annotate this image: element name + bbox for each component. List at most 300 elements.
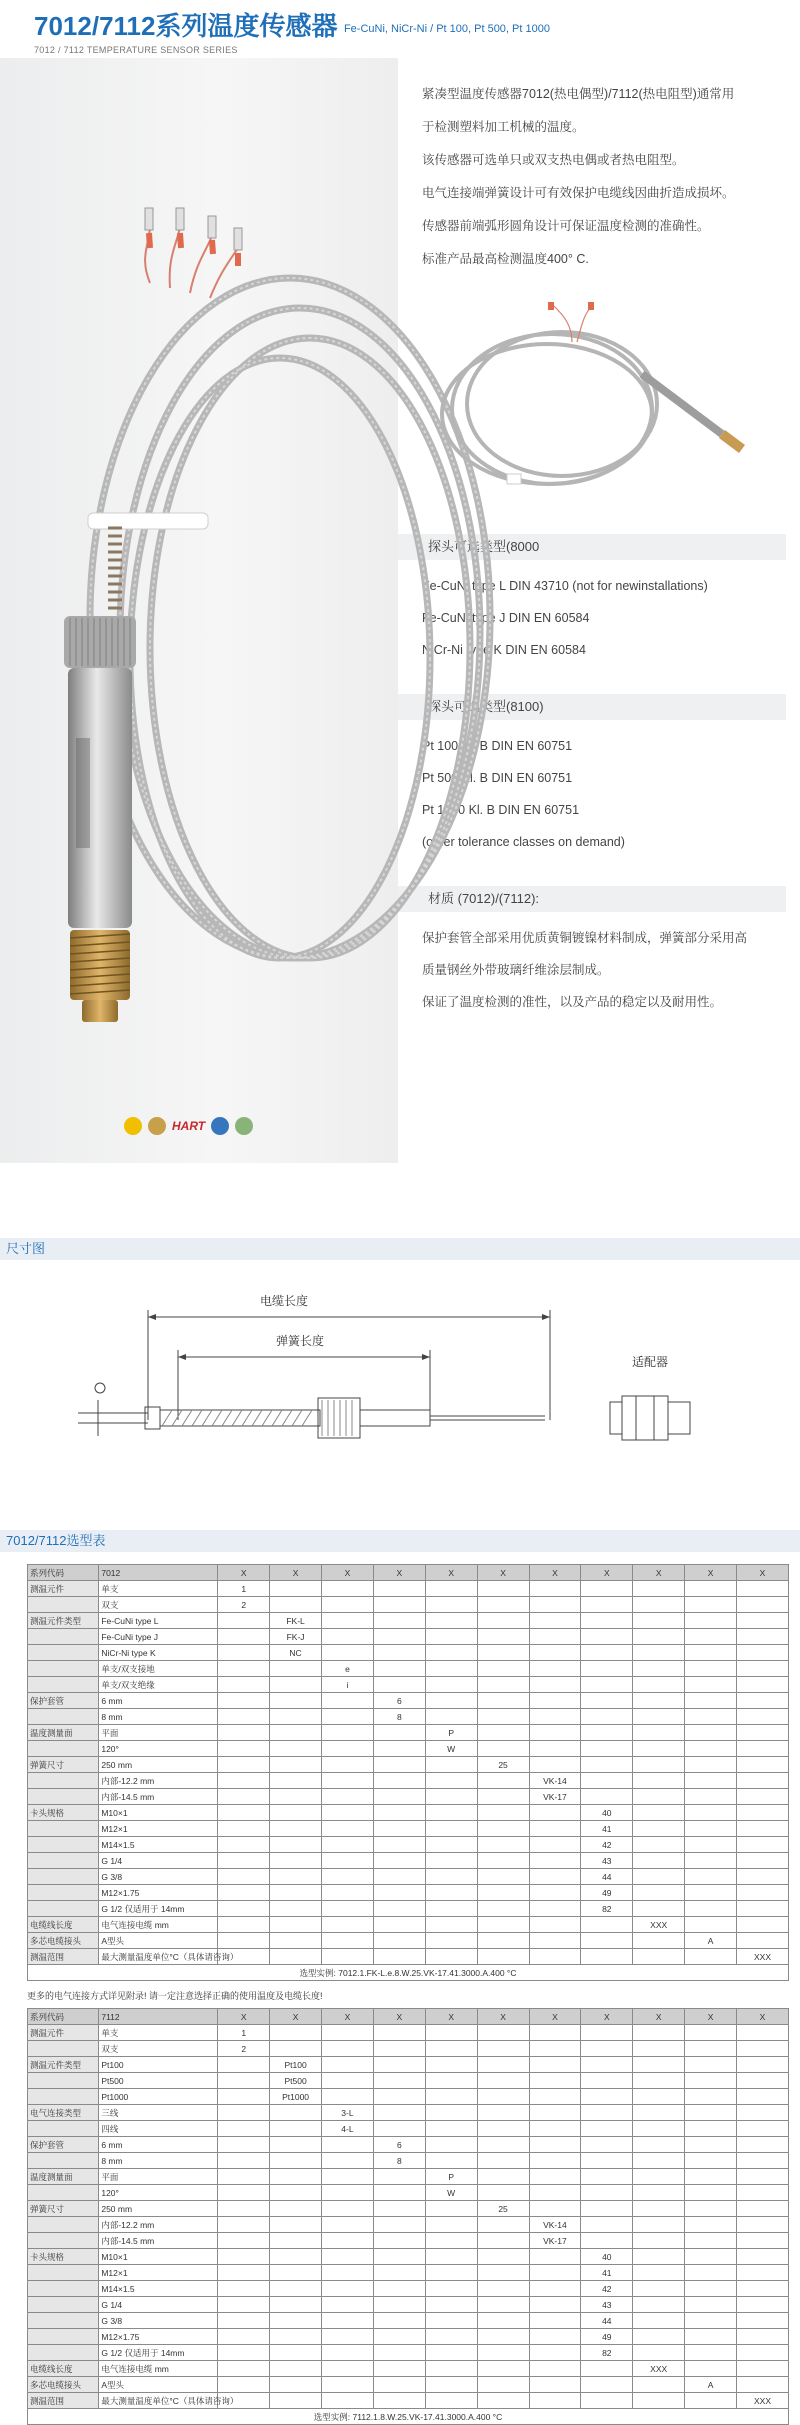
table-header-cell: X [581,2009,633,2025]
table-cell [425,2073,477,2089]
table-cell: G 1/2 仅适用于 14mm [99,1901,218,1917]
example-row [28,2409,789,2425]
table-cell [581,1629,633,1645]
table-cell [737,1805,789,1821]
table-cell: A [685,2377,737,2393]
table-cell [28,1901,99,1917]
table-cell [529,2281,581,2297]
table-cell: 120° [99,2185,218,2201]
table-cell [322,2393,374,2409]
table-header-cell: X [633,1565,685,1581]
table-cell [633,2089,685,2105]
table-cell [685,2249,737,2265]
table-cell [270,1677,322,1693]
table-cell [685,1661,737,1677]
table-cell [529,2393,581,2409]
table-cell [737,1853,789,1869]
table-row [28,1725,789,1741]
table-header-cell: X [529,2009,581,2025]
selection-table-7112 [27,2008,789,2425]
table-cell [529,1709,581,1725]
table-cell [737,2073,789,2089]
table-cell [373,2105,425,2121]
table-cell: 温度测量面 [28,1725,99,1741]
table-cell [685,2297,737,2313]
table-cell [425,2377,477,2393]
table-cell [373,1581,425,1597]
table-cell [633,1597,685,1613]
table-cell [581,1597,633,1613]
table-cell [425,1613,477,1629]
table-cell: 内部-14.5 mm [99,2233,218,2249]
selection-example: 选型实例: 7012.1.FK-L.e.8.W.25.VK-17.41.3000.A.400 °C [28,1965,789,1981]
table-cell [322,1869,374,1885]
table-cell [425,2393,477,2409]
table-cell [685,1629,737,1645]
table-cell [737,2121,789,2137]
table-cell [373,2073,425,2089]
table-cell: 40 [581,1805,633,1821]
table-cell [425,1757,477,1773]
table-header-cell: X [581,1565,633,1581]
cable-length-label: 电缆长度 [260,1294,309,1308]
table-cell [322,1709,374,1725]
material-list [422,922,786,1018]
table-cell [685,1741,737,1757]
table-cell [218,2201,270,2217]
table-cell [477,2073,529,2089]
table-cell [322,2313,374,2329]
table-cell [28,1709,99,1725]
example-row [28,1965,789,1981]
table-cell [270,1853,322,1869]
table-cell [373,1613,425,1629]
table-cell [322,1645,374,1661]
table-cell [529,2345,581,2361]
probe8000-item: NiCr-Ni type K DIN EN 60584 [422,643,586,657]
material-item: 保证了温度检测的准性，以及产品的稳定以及耐用性。 [422,995,723,1009]
table-cell [28,2089,99,2105]
table-cell [581,1949,633,1965]
table-row [28,1805,789,1821]
table-cell [737,2297,789,2313]
table-cell [685,1885,737,1901]
table-cell [218,1853,270,1869]
table-cell [270,1821,322,1837]
table-cell [581,2393,633,2409]
table-cell [477,1789,529,1805]
table-cell: 82 [581,2345,633,2361]
table-cell [737,2057,789,2073]
table-cell [581,2361,633,2377]
table-cell [425,1645,477,1661]
table-cell [633,1725,685,1741]
table-cell: A型头 [99,2377,218,2393]
table-row [28,2025,789,2041]
table-cell: 8 mm [99,2153,218,2169]
table-cell [322,2137,374,2153]
table-cell [737,2313,789,2329]
table-cell [218,1789,270,1805]
table-cell [373,1949,425,1965]
table-cell [633,2201,685,2217]
table-header-cell: 7112 [99,2009,218,2025]
table-cell [581,1933,633,1949]
table-cell [477,2041,529,2057]
table-row [28,1789,789,1805]
table-cell [322,1853,374,1869]
table-cell [477,1773,529,1789]
table-cell [28,2329,99,2345]
page-english-title: 7012 / 7112 TEMPERATURE SENSOR SERIES [34,45,238,55]
table-cell [529,1821,581,1837]
table-cell: 测温元件 [28,2025,99,2041]
table-row [28,2297,789,2313]
table-cell [425,1901,477,1917]
table-cell [633,2233,685,2249]
table-cell [218,1693,270,1709]
table-cell [477,1645,529,1661]
table-cell: 8 [373,1709,425,1725]
table-cell [529,1901,581,1917]
table-cell [477,2313,529,2329]
table-cell [529,2089,581,2105]
table-cell [322,2217,374,2233]
table-cell [633,2121,685,2137]
table-cell [373,2297,425,2313]
table-cell: 内部-12.2 mm [99,2217,218,2233]
table-cell: 42 [581,1837,633,1853]
table-cell [477,1693,529,1709]
table-cell: 测温元件类型 [28,1613,99,1629]
table-cell [477,1613,529,1629]
table-cell [322,1837,374,1853]
table-cell [28,2073,99,2089]
table-cell [218,2073,270,2089]
table-cell [322,2233,374,2249]
table-cell [218,2105,270,2121]
table-cell [633,1645,685,1661]
table-cell [633,1709,685,1725]
table-cell: VK-17 [529,2233,581,2249]
table-cell [633,1933,685,1949]
table-cell [633,1661,685,1677]
table-cell: A型头 [99,1933,218,1949]
material-item: 保护套管全部采用优质黄铜镀镍材料制成，弹簧部分采用高 [422,931,748,945]
table-cell [270,1773,322,1789]
table-cell [373,1821,425,1837]
table-cell [322,2297,374,2313]
table-row [28,2153,789,2169]
probe8000-heading: 探头可选类型(8000 [398,534,786,560]
table-cell [633,1773,685,1789]
table-cell [425,1629,477,1645]
table-cell [270,2249,322,2265]
table-cell [581,2121,633,2137]
table-cell [218,2361,270,2377]
table-cell [373,1741,425,1757]
table-cell: 2 [218,1597,270,1613]
intro-line: 标准产品最高检测温度400° C. [422,252,589,266]
table-cell [737,2329,789,2345]
table-cell [322,2025,374,2041]
table-cell [322,1901,374,1917]
table-cell [373,1853,425,1869]
table-cell: 单支/双支接地 [99,1661,218,1677]
table-cell: e [322,1661,374,1677]
table-cell: W [425,2185,477,2201]
table-cell: 25 [477,1757,529,1773]
table-cell [270,2345,322,2361]
table-cell [633,1613,685,1629]
table-cell [633,1629,685,1645]
table-cell: 8 mm [99,1709,218,1725]
table-cell [633,1805,685,1821]
table-row [28,1693,789,1709]
table-header-cell: X [322,1565,374,1581]
table-cell [737,2281,789,2297]
table-cell: M14×1.5 [99,1837,218,1853]
table-cell [322,2169,374,2185]
table-cell [737,1709,789,1725]
table-cell [529,2201,581,2217]
table-cell [322,1885,374,1901]
table-cell [581,1917,633,1933]
table-cell [685,1821,737,1837]
table-cell [529,2329,581,2345]
table-cell [373,1629,425,1645]
table-cell [477,2089,529,2105]
table-cell [270,1709,322,1725]
table-cell [425,1677,477,1693]
table-cell [633,2281,685,2297]
table-cell: M12×1.75 [99,1885,218,1901]
table-cell [373,2217,425,2233]
table-cell [685,1773,737,1789]
table-cell [477,1805,529,1821]
table-cell: 四线 [99,2121,218,2137]
table-cell [425,1949,477,1965]
table-cell [270,2265,322,2281]
table-cell [633,1581,685,1597]
table-cell: 温度测量面 [28,2169,99,2185]
table-cell [737,1837,789,1853]
table-cell [425,1805,477,1821]
table-cell: M12×1 [99,2265,218,2281]
table-cell [685,1677,737,1693]
table-header-cell: 系列代码 [28,1565,99,1581]
table-cell: G 3/8 [99,2313,218,2329]
table-cell [322,1757,374,1773]
table-cell: 测温元件类型 [28,2057,99,2073]
table-cell [477,2217,529,2233]
table-cell [529,2169,581,2185]
table-cell [685,2345,737,2361]
table-cell [633,1837,685,1853]
table-cell [425,1933,477,1949]
probe8100-heading: 探头可选类型(8100) [398,694,786,720]
table-cell [477,2281,529,2297]
table-header-cell: X [218,1565,270,1581]
table-cell [633,1885,685,1901]
table-cell [322,2329,374,2345]
table-cell: VK-14 [529,2217,581,2233]
table-cell [685,1613,737,1629]
table-cell: 最大测量温度单位°C（具体请咨询） [99,2393,218,2409]
table-cell [581,2105,633,2121]
table-cell [373,1789,425,1805]
table-cell: 三线 [99,2105,218,2121]
table-cell [581,2217,633,2233]
table-cell [373,1837,425,1853]
table-cell [581,1613,633,1629]
table-cell [270,2329,322,2345]
table-row [28,2121,789,2137]
table-cell [477,2153,529,2169]
table-cell [218,1709,270,1725]
table-cell [685,2057,737,2073]
table-cell: 49 [581,1885,633,1901]
table-row [28,2345,789,2361]
table-cell [218,2185,270,2201]
table-cell [322,1613,374,1629]
table-cell [581,2185,633,2201]
table-cell [685,2041,737,2057]
table-cell [218,1805,270,1821]
table-cell: 保护套管 [28,1693,99,1709]
table-cell: NiCr-Ni type K [99,1645,218,1661]
table-cell [322,1805,374,1821]
table-header-cell: X [373,2009,425,2025]
table-row [28,2281,789,2297]
table-cell [28,2281,99,2297]
material-heading: 材质 (7012)/(7112): [398,886,786,912]
table-cell [633,2345,685,2361]
table-cell [529,1869,581,1885]
table-cell [322,2281,374,2297]
table-cell [581,1677,633,1693]
table-cell [633,2393,685,2409]
table-cell [322,2361,374,2377]
table-cell [322,2089,374,2105]
table-cell: FK-J [270,1629,322,1645]
table-cell [218,2233,270,2249]
page-header [0,0,800,58]
table-cell [425,1709,477,1725]
table-cell [529,1805,581,1821]
table-cell [477,2137,529,2153]
table-cell [373,2329,425,2345]
table-cell [218,1901,270,1917]
table-cell: 25 [477,2201,529,2217]
probe8100-item: Pt 500 Kl. B DIN EN 60751 [422,771,573,785]
table-cell [685,1581,737,1597]
table-cell [477,1853,529,1869]
table-cell [633,1949,685,1965]
table-cell [581,2089,633,2105]
table-cell [218,1933,270,1949]
table-cell [633,1741,685,1757]
table-cell [581,2025,633,2041]
ex-certification-icon [124,1117,142,1135]
table-cell [270,1949,322,1965]
table-cell [581,2169,633,2185]
table-cell [685,1917,737,1933]
table-cell [322,2153,374,2169]
page-title: 7012/7112系列温度传感器 [34,11,338,41]
table-cell [322,1725,374,1741]
table-cell: Fe-CuNi type J [99,1629,218,1645]
table-cell [685,1789,737,1805]
table-row [28,2377,789,2393]
table-cell [425,1869,477,1885]
table-cell [322,2249,374,2265]
table-cell [685,1901,737,1917]
table-cell [270,1741,322,1757]
table-cell: Pt100 [270,2057,322,2073]
table-cell [218,2057,270,2073]
table-cell [373,2377,425,2393]
table-cell [477,2025,529,2041]
table-row [28,1917,789,1933]
table-cell: Pt1000 [99,2089,218,2105]
table-cell [529,1629,581,1645]
table-cell [477,1677,529,1693]
table-cell [270,2201,322,2217]
table-cell [270,1725,322,1741]
table-cell [218,1885,270,1901]
table-cell [270,1789,322,1805]
table-cell [581,2233,633,2249]
table-header-cell: X [737,2009,789,2025]
table-cell [633,2057,685,2073]
table-cell [529,1757,581,1773]
table-cell [685,1757,737,1773]
table-row [28,1629,789,1645]
table-cell [218,2153,270,2169]
table-cell [373,2025,425,2041]
table-cell [529,1837,581,1853]
table-cell [270,2185,322,2201]
dimension-heading: 尺寸图 [0,1238,800,1260]
table-cell [737,1773,789,1789]
probe8100-item: Pt 1000 Kl. B DIN EN 60751 [422,803,580,817]
table-cell [28,1629,99,1645]
table-cell [633,1853,685,1869]
table-cell [270,2137,322,2153]
table-cell [28,1741,99,1757]
table-cell [373,1805,425,1821]
table-cell: 卡头规格 [28,2249,99,2265]
table-cell [270,1869,322,1885]
table-cell: 120° [99,1741,218,1757]
table-row [28,2249,789,2265]
table-cell [28,1821,99,1837]
table-cell [529,1597,581,1613]
table-cell [737,2185,789,2201]
table-cell [477,1597,529,1613]
table-cell [477,2169,529,2185]
table-cell [270,2121,322,2137]
table-cell [737,1901,789,1917]
cable-coil-photo [422,284,786,514]
table-header-row [28,2009,789,2025]
table-cell [529,1613,581,1629]
table-cell [322,2073,374,2089]
table-cell: 双支 [99,1597,218,1613]
table-cell [737,2041,789,2057]
table-cell [737,1885,789,1901]
